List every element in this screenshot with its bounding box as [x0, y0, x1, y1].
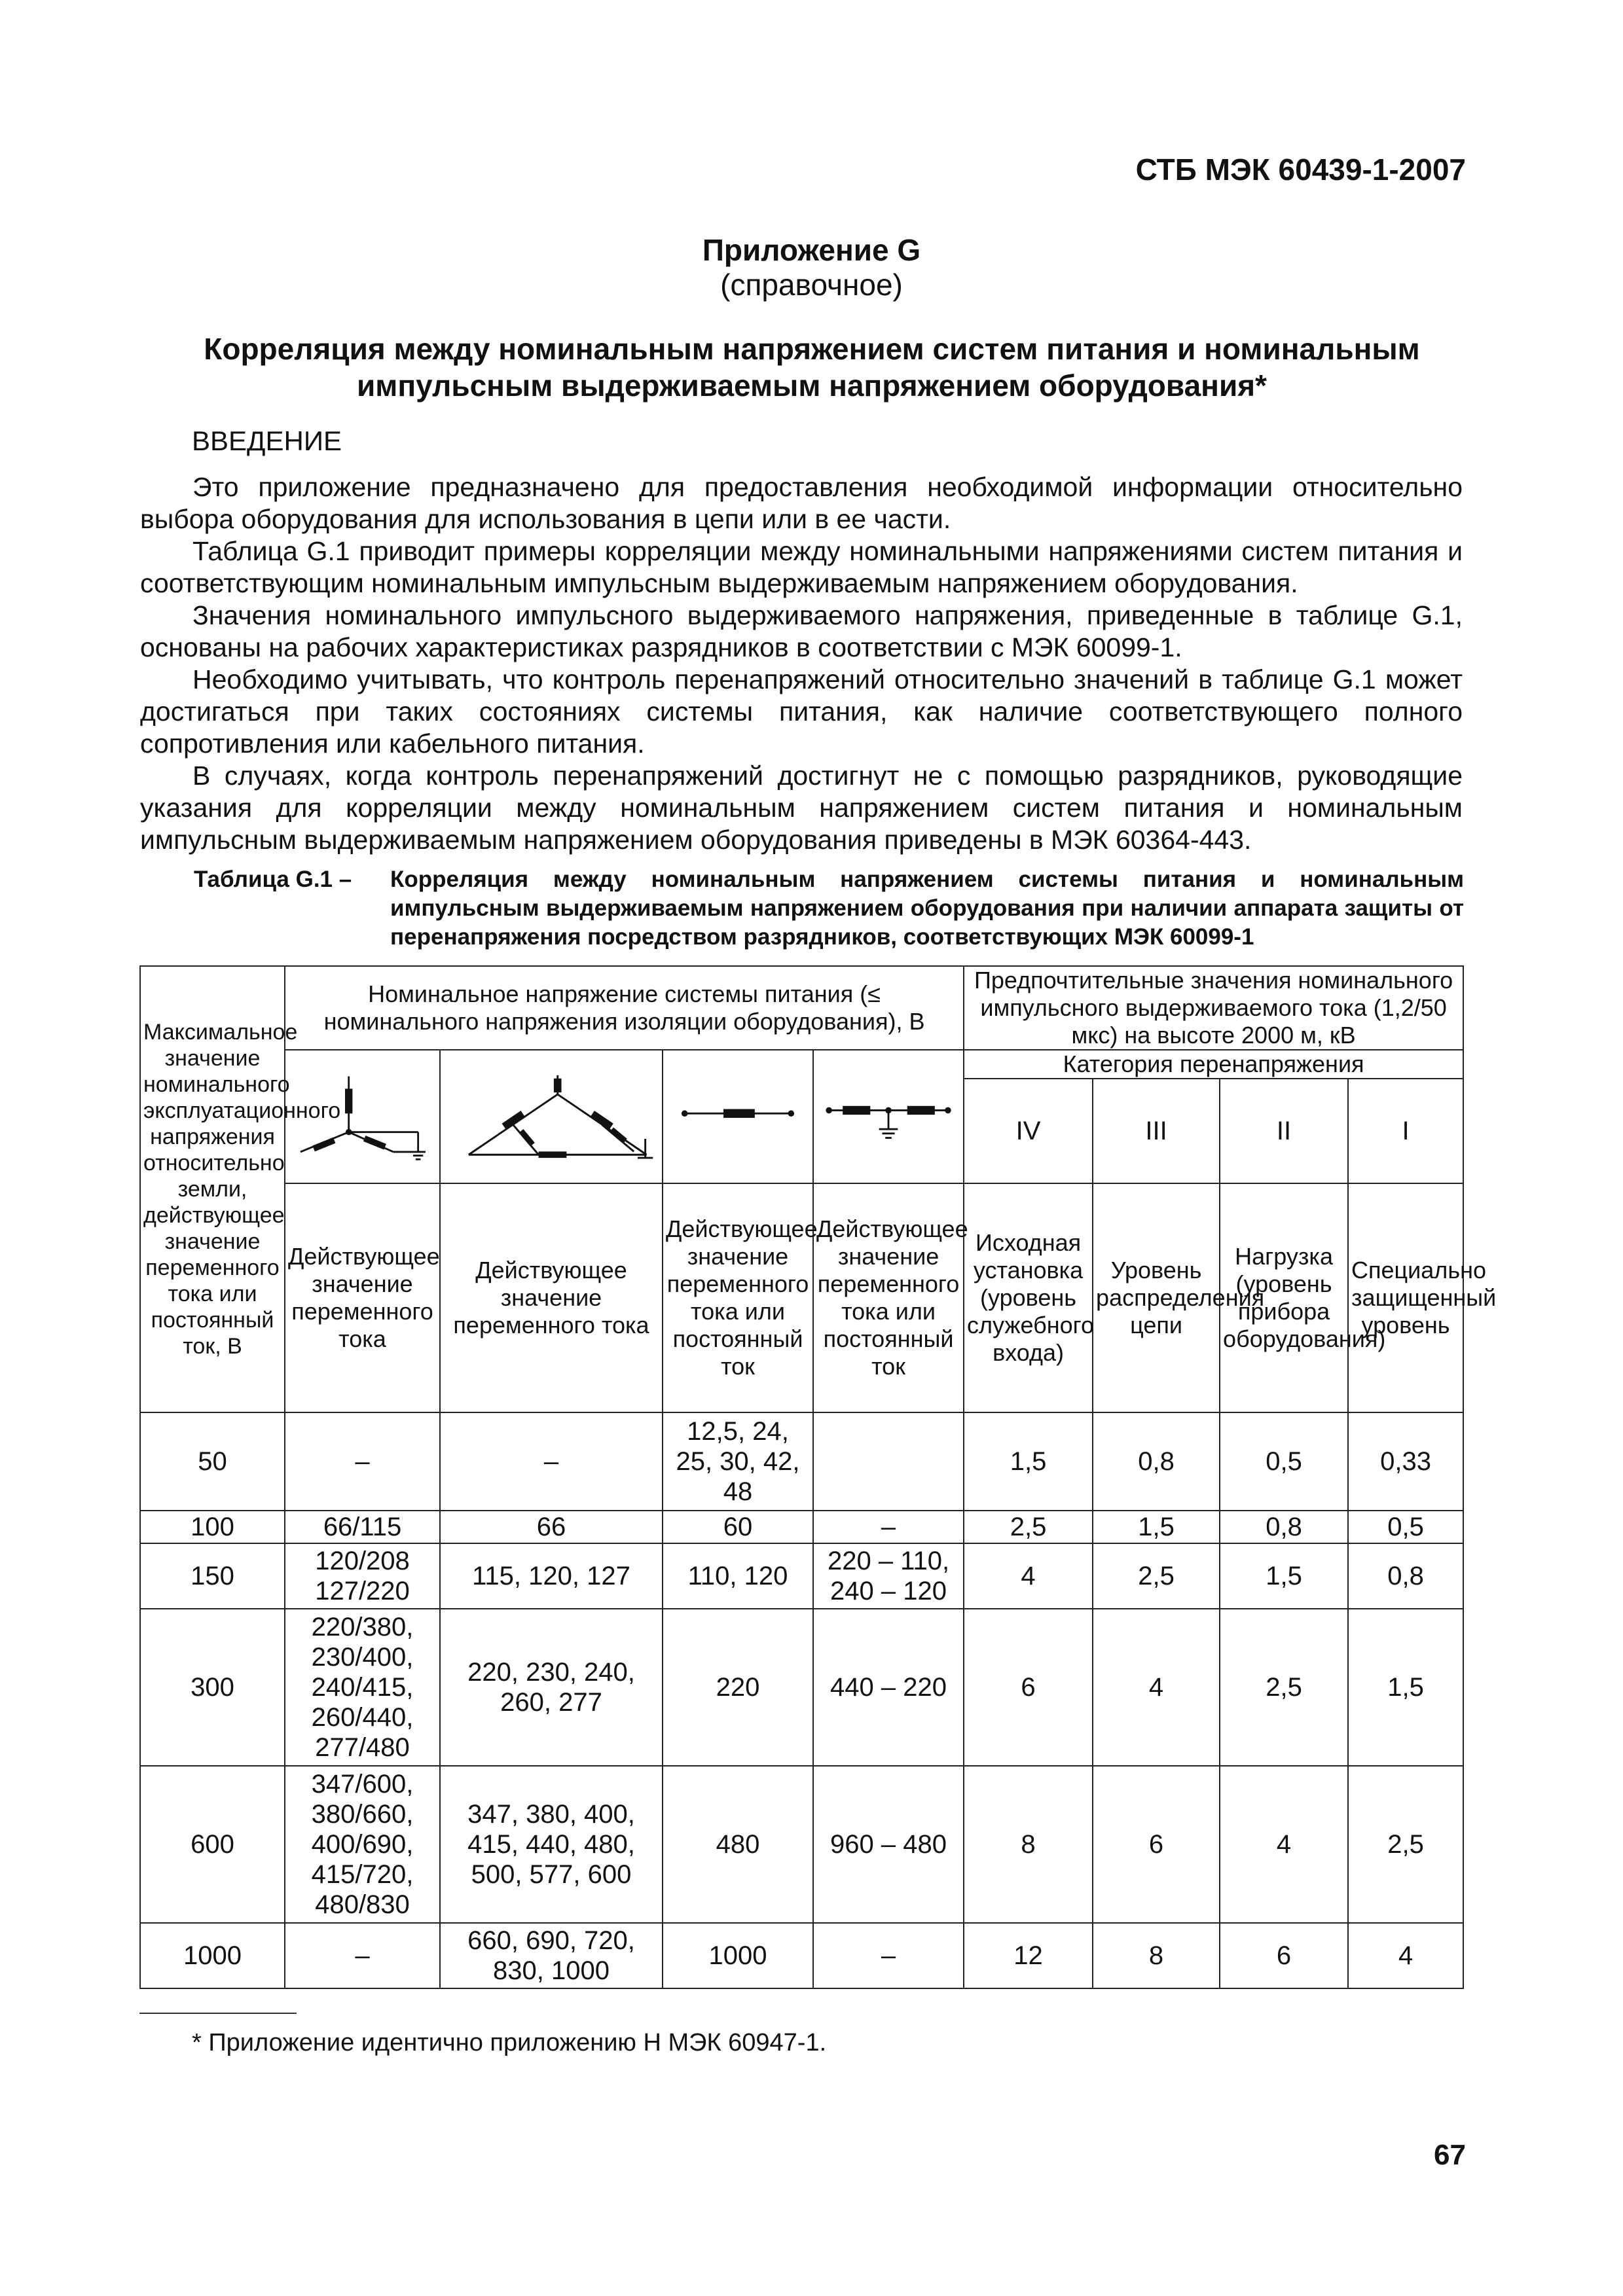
table-cell: 2,5 — [1093, 1543, 1220, 1609]
overvoltage-category-header: Категория перенапряжения — [964, 1050, 1463, 1079]
nominal-subheader-1: Действующее значение переменного тока — [285, 1183, 440, 1412]
table-cell: 1000 — [663, 1923, 813, 1988]
body-text — [140, 471, 1463, 856]
table-cell: – — [813, 1511, 964, 1543]
table-row — [140, 1766, 1463, 1923]
table-caption-text: Корреляция между номинальным напряжением системы питания и номинальным импульсным выдерживаемым напряжением оборудования при наличии аппарата защиты от перенапряжения посредством разрядников, соответствующих МЭК 60099-1 — [390, 867, 1464, 950]
footnote: * Приложение идентично приложению H МЭК 60947-1. — [192, 2029, 827, 2056]
table-cell: 600 — [140, 1766, 285, 1923]
paragraph-5: В случаях, когда контроль перенапряжений достигнут не с помощью разрядников, руководящие указания для корреляции между номинальным напряжением систем питания и номинальным импульсным выдерживаемым напряжением оборудования приведены в МЭК 60364-443. — [140, 761, 1463, 855]
table-cell: 110, 120 — [663, 1543, 813, 1609]
table-row — [140, 1412, 1463, 1511]
annex-subtitle: (справочное) — [720, 268, 903, 302]
table-cell: 300 — [140, 1609, 285, 1766]
nominal-voltage-group-header: Номинальное напряжение системы питания (≤ номинального напряжения изоляции оборудования), В — [285, 966, 964, 1050]
footnote-separator — [139, 2013, 297, 2014]
table-cell: 6 — [964, 1609, 1093, 1766]
table-cell: 150 — [140, 1543, 285, 1609]
table-cell: 1,5 — [1093, 1511, 1220, 1543]
table-cell: 8 — [964, 1766, 1093, 1923]
table-cell: 220, 230, 240, 260, 277 — [440, 1609, 663, 1766]
diagram-delta — [440, 1050, 663, 1183]
table-cell: 12 — [964, 1923, 1093, 1988]
table-row — [140, 1609, 1463, 1766]
table-cell: 4 — [1093, 1609, 1220, 1766]
table-cell: 115, 120, 127 — [440, 1543, 663, 1609]
table-cell: 4 — [964, 1543, 1093, 1609]
table-cell: 4 — [1348, 1923, 1463, 1988]
category-iv: IV — [964, 1079, 1093, 1183]
category-iii: III — [1093, 1079, 1220, 1183]
table-cell: 440 – 220 — [813, 1609, 964, 1766]
table-cell: 480 — [663, 1766, 813, 1923]
correlation-table — [139, 965, 1497, 1989]
table-cell: 100 — [140, 1511, 285, 1543]
table-cell: 2,5 — [964, 1511, 1093, 1543]
paragraph-1: Это приложение предназначено для предоставления необходимой информации относительно выбора оборудования для использования в цепи или в ее части. — [140, 472, 1463, 534]
table-cell: 6 — [1220, 1923, 1348, 1988]
table-caption — [194, 865, 1464, 952]
midpoint-grounded-icon — [816, 1067, 960, 1166]
nominal-subheader-2: Действующее значение переменного тока — [440, 1183, 663, 1412]
table-cell: 1,5 — [1220, 1543, 1348, 1609]
table-cell: 0,8 — [1220, 1511, 1348, 1543]
two-wire-icon — [666, 1067, 810, 1166]
table-cell: 50 — [140, 1412, 285, 1511]
table-cell: 12,5, 24, 25, 30, 42, 48 — [663, 1412, 813, 1511]
table-row — [140, 1543, 1463, 1609]
paragraph-4: Необходимо учитывать, что контроль перенапряжений относительно значений в таблице G.1 может достигаться при таких состояниях системы питания, как наличие соответствующего полного сопротивления или кабельного питания. — [140, 664, 1463, 759]
table-cell: 2,5 — [1348, 1766, 1463, 1923]
table-cell: 0,5 — [1348, 1511, 1463, 1543]
intro-label: ВВЕДЕНИЕ — [192, 425, 342, 456]
table-caption-label: Таблица G.1 – — [194, 867, 352, 892]
table-cell: 66 — [440, 1511, 663, 1543]
category-ii: II — [1220, 1079, 1348, 1183]
table-cell: 4 — [1220, 1766, 1348, 1923]
standard-code: СТБ МЭК 60439-1-2007 — [1135, 152, 1466, 187]
table-cell: 0,8 — [1348, 1543, 1463, 1609]
table-cell: 220 — [663, 1609, 813, 1766]
nominal-subheader-4: Действующее значение переменного тока или постоянный ток — [813, 1183, 964, 1412]
category-subheader-iii: Уровень распределения цепи — [1093, 1183, 1220, 1412]
diagram-two-wire — [663, 1050, 813, 1183]
table-cell: 347, 380, 400, 415, 440, 480, 500, 577, 600 — [440, 1766, 663, 1923]
table-cell: – — [440, 1412, 663, 1511]
annex-heading-line-2: импульсным выдерживаемым напряжением оборудования* — [357, 368, 1267, 403]
preferred-values-group-header: Предпочтительные значения номинального импульсного выдерживаемого тока (1,2/50 мкс) на высоте 2000 м, кВ — [964, 966, 1463, 1050]
table-cell: 660, 690, 720, 830, 1000 — [440, 1923, 663, 1988]
table-cell: 8 — [1093, 1923, 1220, 1988]
table-cell: 66/115 — [285, 1511, 440, 1543]
category-subheader-ii: Нагрузка (уровень прибора оборудования) — [1220, 1183, 1348, 1412]
annex-heading-line-1: Корреляция между номинальным напряжением систем питания и номинальным — [204, 332, 1420, 366]
paragraph-2: Таблица G.1 приводит примеры корреляции между номинальными напряжениями систем питания и соответствующим номинальным импульсным выдерживаемым напряжением оборудования. — [140, 536, 1463, 598]
table-cell — [813, 1412, 964, 1511]
table-cell: 2,5 — [1220, 1609, 1348, 1766]
table-cell: – — [285, 1923, 440, 1988]
table-cell: 60 — [663, 1511, 813, 1543]
table-cell: 1,5 — [1348, 1609, 1463, 1766]
page-number: 67 — [1434, 2139, 1466, 2171]
table-cell: 1,5 — [964, 1412, 1093, 1511]
table-cell: 0,8 — [1093, 1412, 1220, 1511]
delta-network-icon — [443, 1067, 659, 1166]
table-cell: – — [285, 1412, 440, 1511]
table-cell: 1000 — [140, 1923, 285, 1988]
annex-title: Приложение G — [702, 233, 921, 267]
table-row — [140, 1923, 1463, 1988]
annex-heading — [157, 331, 1467, 404]
table-cell: – — [813, 1923, 964, 1988]
table-cell: 220 – 110, 240 – 120 — [813, 1543, 964, 1609]
col-max-voltage-header: Максимальное значение номинального эксплуатационного напряжения относительно земли, действующее значение переменного тока или постоянный ток, В — [140, 966, 285, 1412]
paragraph-3: Значения номинального импульсного выдерживаемого напряжения, приведенные в таблице G.1, основаны на рабочих характеристиках разрядников в соответствии с МЭК 60099-1. — [140, 600, 1463, 662]
table-cell: 6 — [1093, 1766, 1220, 1923]
table-row — [140, 1511, 1463, 1543]
category-subheader-i: Специально защищенный уровень — [1348, 1183, 1463, 1412]
table-cell: 220/380, 230/400, 240/415, 260/440, 277/480 — [285, 1609, 440, 1766]
table-cell: 347/600, 380/660, 400/690, 415/720, 480/830 — [285, 1766, 440, 1923]
diagram-two-wire-midpoint — [813, 1050, 964, 1183]
table-cell: 960 – 480 — [813, 1766, 964, 1923]
table-cell: 120/208 127/220 — [285, 1543, 440, 1609]
table-cell: 0,33 — [1348, 1412, 1463, 1511]
category-subheader-iv: Исходная установка (уровень служебного входа) — [964, 1183, 1093, 1412]
table-cell: 0,5 — [1220, 1412, 1348, 1511]
category-i: I — [1348, 1079, 1463, 1183]
nominal-subheader-3: Действующее значение переменного тока или постоянный ток — [663, 1183, 813, 1412]
